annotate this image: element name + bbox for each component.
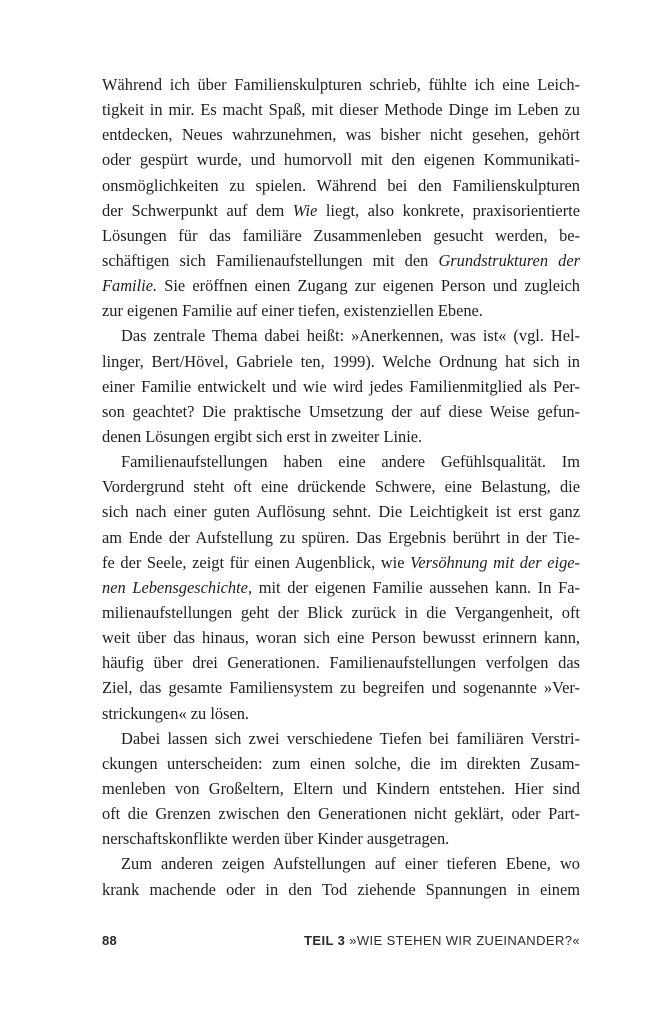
text-run: weit über das hinaus, woran sich eine Person bewusst erinnern kann, bbox=[102, 628, 580, 648]
body-text bbox=[102, 72, 580, 902]
text-line bbox=[102, 97, 580, 122]
text-line bbox=[102, 474, 580, 499]
text-line bbox=[102, 248, 580, 273]
text-run: der Schwerpunkt auf dem bbox=[102, 200, 293, 220]
text-run: schäftigen sich Familienaufstellungen mit den bbox=[102, 250, 439, 270]
text-run: liegt, also konkrete, praxisorientierte bbox=[317, 200, 580, 220]
text-run: nerschaftskonflikte werden über Kinder ausgetragen. bbox=[102, 829, 450, 849]
text-line bbox=[102, 349, 580, 374]
text-run: linger, Bert/Hövel, Gabriele ten, 1999). Welche Ordnung hat sich in bbox=[102, 351, 580, 371]
text-line bbox=[102, 72, 580, 97]
page-footer bbox=[102, 933, 580, 953]
text-run: oder gespürt wurde, und humorvoll mit den eigenen Kommunikati- bbox=[102, 150, 580, 170]
text-line bbox=[102, 499, 580, 524]
text-run: entdecken, Neues wahrzunehmen, was bisher nicht gesehen, gehört bbox=[102, 125, 580, 145]
text-run: Dabei lassen sich zwei verschiedene Tiefen bei familiären Verstri- bbox=[121, 728, 580, 748]
text-line bbox=[102, 525, 580, 550]
text-line bbox=[102, 851, 580, 876]
text-run: sich nach einer guten Auflösung sehnt. Die Leichtigkeit ist erst ganz bbox=[102, 502, 580, 522]
text-line bbox=[102, 273, 580, 298]
text-line bbox=[102, 675, 580, 700]
text-line bbox=[102, 449, 580, 474]
text-run: am Ende der Aufstellung zu spüren. Das Ergebnis berührt in der Tie- bbox=[102, 527, 580, 547]
text-run: mit der eigenen Familie aussehen kann. In Fa- bbox=[252, 577, 580, 597]
text-line bbox=[102, 298, 580, 323]
text-run: Sie eröffnen einen Zugang zur eigenen Person und zugleich bbox=[157, 276, 580, 296]
text-run: einer Familie entwickelt und wie wird jedes Familienmitglied als Per- bbox=[102, 376, 580, 396]
text-run: oft die Grenzen zwischen den Generationen nicht geklärt, oder Part- bbox=[102, 804, 580, 824]
text-line bbox=[102, 801, 580, 826]
emphasis-text: Versöhnung mit der eige- bbox=[410, 552, 580, 572]
text-line bbox=[102, 399, 580, 424]
text-run: Zum anderen zeigen Aufstellungen auf einer tieferen Ebene, wo bbox=[121, 854, 580, 874]
text-line bbox=[102, 575, 580, 600]
text-line bbox=[102, 751, 580, 776]
running-head-part: TEIL 3 bbox=[304, 933, 346, 948]
text-line bbox=[102, 122, 580, 147]
text-run: tigkeit in mir. Es macht Spaß, mit dieser Methode Dinge im Leben zu bbox=[102, 100, 580, 120]
emphasis-text: Grundstrukturen der bbox=[438, 250, 580, 270]
emphasis-text: nen Lebensgeschichte, bbox=[102, 577, 253, 597]
text-line bbox=[102, 147, 580, 172]
text-run: Während ich über Familienskulpturen schrieb, fühlte ich eine Leich- bbox=[102, 75, 580, 94]
text-line bbox=[102, 625, 580, 650]
text-run: Lösungen für das familiäre Zusammenleben gesucht werden, be- bbox=[102, 225, 580, 245]
text-run: son geachtet? Die praktische Umsetzung der auf diese Weise gefun- bbox=[102, 401, 580, 421]
running-head-title: »WIE STEHEN WIR ZUEINANDER?« bbox=[349, 933, 580, 948]
text-run: fe der Seele, zeigt für einen Augenblick, wie bbox=[102, 552, 411, 572]
text-line bbox=[102, 650, 580, 675]
text-line bbox=[102, 701, 580, 726]
text-line bbox=[102, 223, 580, 248]
text-run: milienaufstellungen geht der Blick zurück in die Vergangenheit, oft bbox=[102, 602, 580, 622]
text-line bbox=[102, 776, 580, 801]
page-number: 88 bbox=[102, 933, 118, 948]
text-run: Vordergrund steht oft eine drückende Schwere, eine Belastung, die bbox=[102, 477, 580, 497]
emphasis-text: Familie. bbox=[102, 276, 158, 296]
text-run: krank machende oder in den Tod ziehende Spannungen in einem bbox=[102, 879, 580, 899]
text-line bbox=[102, 877, 580, 902]
text-run: zur eigenen Familie auf einer tiefen, existenziellen Ebene. bbox=[102, 301, 483, 321]
text-line bbox=[102, 173, 580, 198]
text-line bbox=[102, 323, 580, 348]
text-run: Das zentrale Thema dabei heißt: »Anerkennen, was ist« (vgl. Hel- bbox=[121, 326, 580, 346]
text-run: strickungen« zu lösen. bbox=[102, 703, 250, 723]
text-line bbox=[102, 424, 580, 449]
text-run: ckungen unterscheiden: zum einen solche, die im direkten Zusam- bbox=[102, 753, 580, 773]
text-run: häufig über drei Generationen. Familienaufstellungen verfolgen das bbox=[102, 653, 580, 673]
text-line bbox=[102, 198, 580, 223]
text-line bbox=[102, 600, 580, 625]
text-run: onsmöglichkeiten zu spielen. Während bei den Familienskulpturen bbox=[102, 175, 580, 195]
text-run: denen Lösungen ergibt sich erst in zweiter Linie. bbox=[102, 426, 423, 446]
text-run: Familienaufstellungen haben eine andere Gefühlsqualität. Im bbox=[121, 452, 580, 472]
text-line bbox=[102, 826, 580, 851]
text-line bbox=[102, 374, 580, 399]
running-head bbox=[304, 933, 580, 948]
text-run: Ziel, das gesamte Familiensystem zu begreifen und sogenannte »Ver- bbox=[102, 678, 580, 698]
emphasis-text: Wie bbox=[292, 200, 318, 220]
text-run: menleben von Großeltern, Eltern und Kindern entstehen. Hier sind bbox=[102, 778, 580, 798]
text-line bbox=[102, 550, 580, 575]
text-line bbox=[102, 726, 580, 751]
